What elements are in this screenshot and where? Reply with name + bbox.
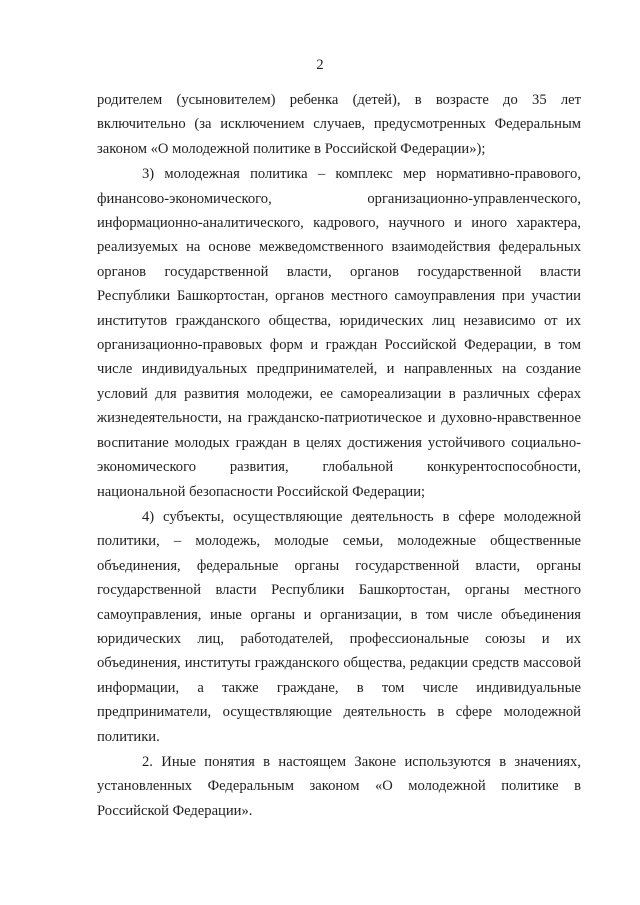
page-number: 2	[316, 57, 324, 73]
paragraph-part-2-other-terms: 2. Иные понятия в настоящем Законе используются в значениях, установленных Федеральным законом «О молодежной политике в Российской Федерации».	[97, 753, 581, 819]
paragraph-item-4-subjects: 4) субъекты, осуществляющие деятельность в сфере молодежной политики, – молодежь, молодые семьи, молодежные общественные объединения, федеральные органы государственной власти, органы государственной власти Республики Башкортостан, органы местного самоуправления, иные органы и организации, в том числе объединения юридических лиц, работодателей, профессиональные союзы и их объединения, институты гражданского общества, редакции средств массовой информации, а также граждане, в том числе индивидуальные предприниматели, осуществляющие деятельность в сфере молодежной политики.	[97, 508, 581, 745]
paragraph-item-3-youth-policy: 3) молодежная политика – комплекс мер нормативно-правового, финансово-экономического, организационно-управленческого, информационно-аналитического, кадрового, научного и иного характера, реализуемых на основе межведомственного взаимодействия федеральных органов государственной власти, органов государственной власти Республики Башкортостан, органов местного самоуправления при участии институтов гражданского общества, юридических лиц независимо от их организационно-правовых форм и граждан Российской Федерации, в том числе индивидуальных предпринимателей, и направленных на создание условий для развития молодежи, ее самореализации в различных сферах жизнедеятельности, на гражданско-патриотическое и духовно-нравственное воспитание молодых граждан в целях достижения устойчивого социально-экономического развития, глобальной конкурентоспособности, национальной безопасности Российской Федерации;	[97, 166, 581, 500]
paragraph-continuation: родителем (усыновителем) ребенка (детей), в возрасте до 35 лет включительно (за исключением случаев, предусмотренных Федеральным законом «О молодежной политике в Российской Федерации»);	[97, 92, 581, 157]
document-body	[97, 88, 581, 823]
